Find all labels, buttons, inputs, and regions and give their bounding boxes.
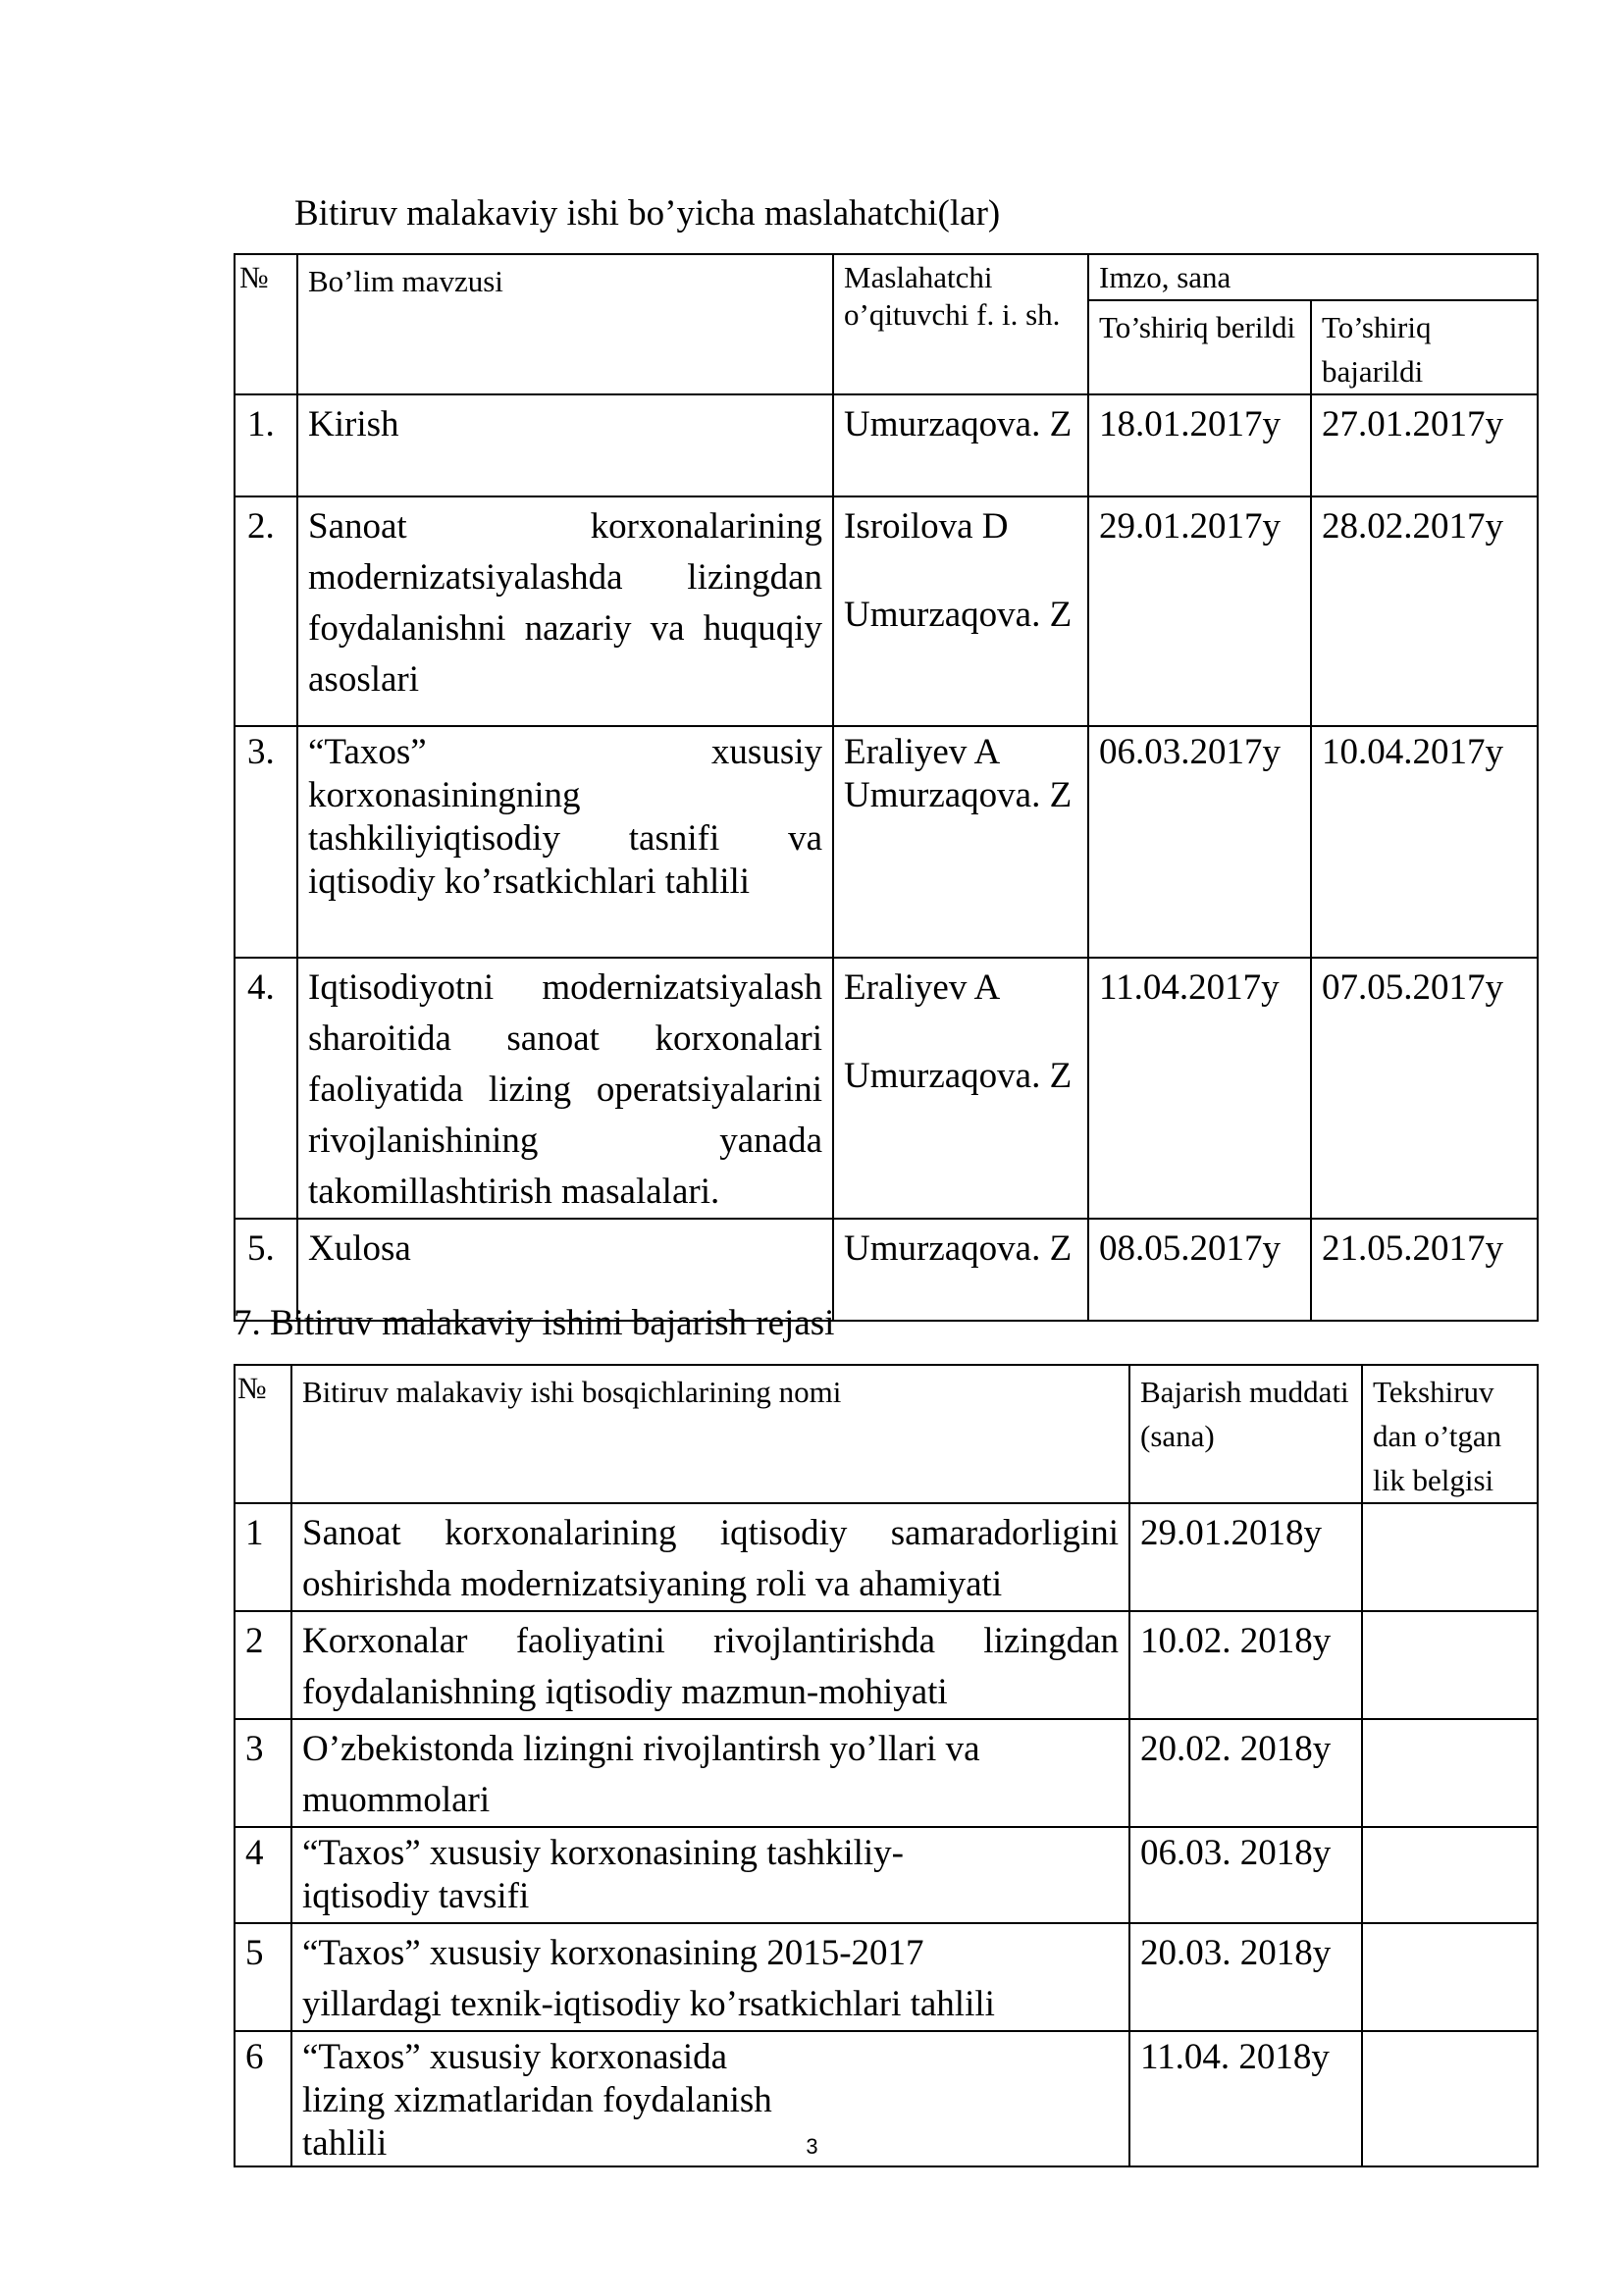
advisor-first: Isroilova D [844, 506, 1009, 547]
row-advisor: Umurzaqova. Z [833, 394, 1088, 496]
row-stage: Korxonalar faoliyatini rivojlantirishda lizingdan foydalanishning iqtisodiy mazmun-mohiyati [291, 1611, 1129, 1719]
row-check [1362, 1827, 1538, 1923]
row-num: 4 [235, 1827, 291, 1923]
advisor-first: Eraliyev A [844, 967, 1001, 1008]
row-advisor: Umurzaqova. Z [833, 1219, 1088, 1321]
row-given: 06.03.2017y [1088, 726, 1311, 958]
header-stage: Bitiruv malakaviy ishi bosqichlarining nomi [291, 1365, 1129, 1503]
row-check [1362, 1923, 1538, 2031]
row-done: 07.05.2017y [1311, 958, 1538, 1219]
row-num: 1. [235, 394, 297, 496]
row-check [1362, 1719, 1538, 1827]
table-row [235, 1503, 1538, 1611]
advisor-first: Eraliyev A [844, 732, 1001, 772]
advisors-header-row [235, 254, 1538, 300]
row-topic: Sanoat korxonalarining modernizatsiyalashda lizingdan foydalanishni nazariy va huquqiy asoslari [297, 496, 833, 726]
row-advisor [833, 496, 1088, 726]
page-number: 3 [806, 2134, 818, 2159]
row-done: 21.05.2017y [1311, 1219, 1538, 1321]
row-given: 29.01.2017y [1088, 496, 1311, 726]
row-stage: “Taxos” xususiy korxonasining 2015-2017 yillardagi texnik-iqtisodiy ko’rsatkichlari tahlili [291, 1923, 1129, 2031]
header-check: Tekshiruv dan o’tgan lik belgisi [1362, 1365, 1538, 1503]
plan-table [234, 1364, 1539, 2167]
row-stage: O’zbekistonda lizingni rivojlantirsh yo’llari va muommolari [291, 1719, 1129, 1827]
row-check [1362, 1503, 1538, 1611]
advisor-second: Umurzaqova. Z [844, 775, 1073, 815]
row-num: 2 [235, 1611, 291, 1719]
row-deadline: 11.04. 2018y [1129, 2031, 1362, 2166]
header-deadline: Bajarish muddati (sana) [1129, 1365, 1362, 1503]
row-stage: “Taxos” xususiy korxonasining tashkiliy-iqtisodiy tavsifi [291, 1827, 1129, 1923]
table-row [235, 1719, 1538, 1827]
row-num: 3 [235, 1719, 291, 1827]
row-stage: Sanoat korxonalarining iqtisodiy samaradorligini oshirishda modernizatsiyaning roli va ahamiyati [291, 1503, 1129, 1611]
row-given: 11.04.2017y [1088, 958, 1311, 1219]
header-advisor: Maslahatchi o’qituvchi f. i. sh. [833, 254, 1088, 394]
table-row [235, 496, 1538, 726]
advisors-table [234, 253, 1539, 1322]
table-row [235, 1611, 1538, 1719]
plan-header-row [235, 1365, 1538, 1503]
header-signature: Imzo, sana [1088, 254, 1538, 300]
row-topic: Iqtisodiyotni modernizatsiyalash sharoitida sanoat korxonalari faoliyatida lizing operatsiyalarini rivojlanishining yanada takomillashtirish masalalari. [297, 958, 833, 1219]
row-num: 4. [235, 958, 297, 1219]
row-deadline: 20.02. 2018y [1129, 1719, 1362, 1827]
row-num: 2. [235, 496, 297, 726]
row-done: 10.04.2017y [1311, 726, 1538, 958]
row-check [1362, 1611, 1538, 1719]
header-topic: Bo’lim mavzusi [297, 254, 833, 394]
row-deadline: 20.03. 2018y [1129, 1923, 1362, 2031]
row-advisor [833, 726, 1088, 958]
row-done: 27.01.2017y [1311, 394, 1538, 496]
row-advisor [833, 958, 1088, 1219]
row-topic: Kirish [297, 394, 833, 496]
row-num: 1 [235, 1503, 291, 1611]
row-done: 28.02.2017y [1311, 496, 1538, 726]
row-num: 3. [235, 726, 297, 958]
table-row [235, 1827, 1538, 1923]
table-row [235, 1923, 1538, 2031]
table-row [235, 726, 1538, 958]
row-num: 5 [235, 1923, 291, 2031]
row-given: 08.05.2017y [1088, 1219, 1311, 1321]
header-given: To’shiriq berildi [1088, 300, 1311, 394]
table-row [235, 394, 1538, 496]
row-given: 18.01.2017y [1088, 394, 1311, 496]
header-num: № [235, 1365, 291, 1503]
row-num: 5. [235, 1219, 297, 1321]
advisor-second: Umurzaqova. Z [844, 1056, 1073, 1096]
plan-caption: 7. Bitiruv malakaviy ishini bajarish rejasi [234, 1303, 835, 1343]
row-topic: Xulosa [297, 1219, 833, 1321]
header-done: To’shiriq bajarildi [1311, 300, 1538, 394]
row-deadline: 06.03. 2018y [1129, 1827, 1362, 1923]
advisors-caption: Bitiruv malakaviy ishi bo’yicha maslahatchi(lar) [294, 193, 1001, 234]
row-stage: “Taxos” xususiy korxonasida lizing xizmatlaridan foydalanish tahlili [291, 2031, 1129, 2166]
row-num: 6 [235, 2031, 291, 2166]
row-deadline: 10.02. 2018y [1129, 1611, 1362, 1719]
header-num: № [235, 254, 297, 394]
table-row [235, 958, 1538, 1219]
row-deadline: 29.01.2018y [1129, 1503, 1362, 1611]
advisor-second: Umurzaqova. Z [844, 595, 1073, 635]
row-topic: “Taxos” xususiy korxonasiningning tashkiliyiqtisodiy tasnifi va iqtisodiy ko’rsatkichlari tahlili [297, 726, 833, 958]
